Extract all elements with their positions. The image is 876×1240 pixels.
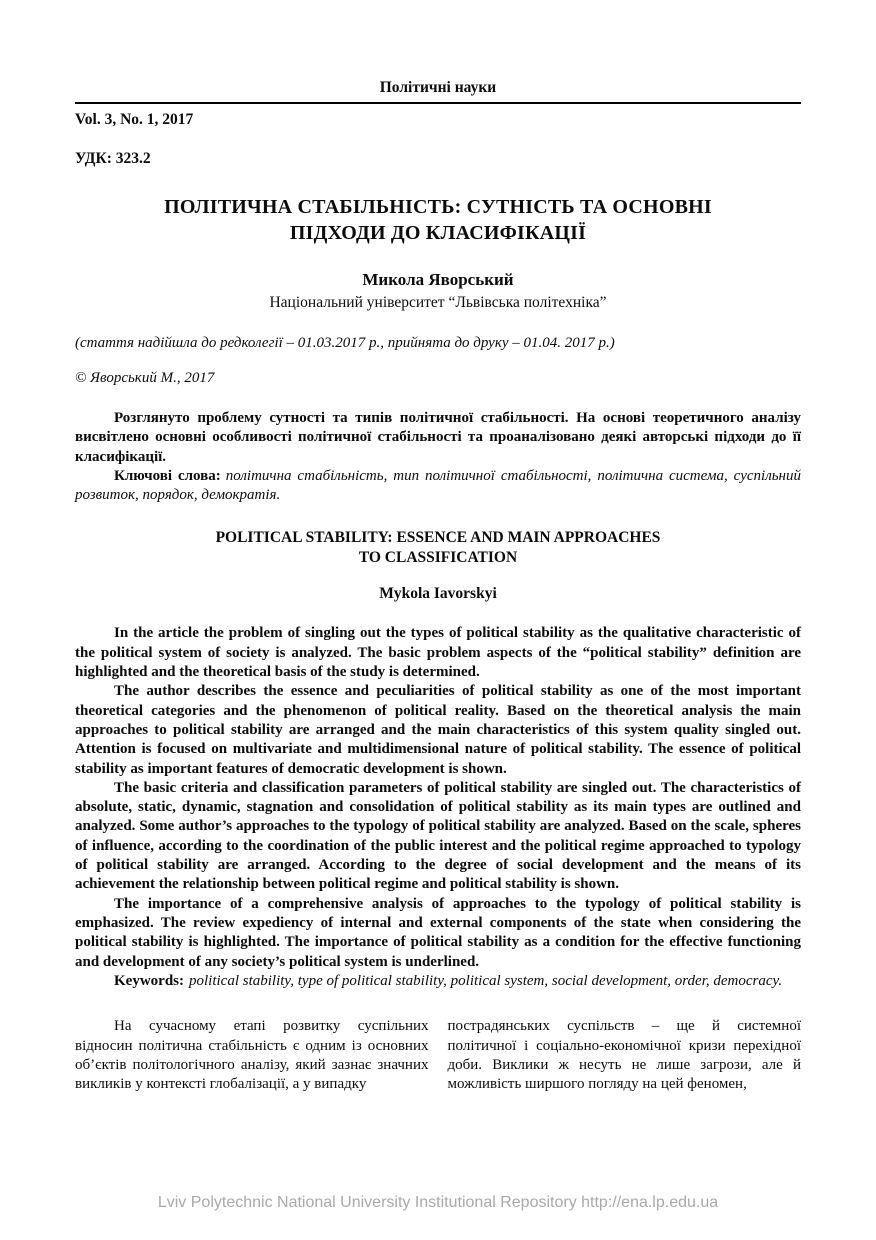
- affiliation: Національний університет “Львівська політехніка”: [269, 294, 607, 311]
- abstract-en-p4: The importance of a comprehensive analysis of approaches to the typology of political stability is emphasized. The review expediency of internal and external components of the state when considering the political stability is highlighted. The importance of political stability as a condition for the effective functioning and development of any society’s political system is underlined.: [75, 895, 801, 970]
- running-head: Політичні науки: [379, 79, 497, 96]
- copyright-line: © Яворський М., 2017: [75, 370, 215, 386]
- article-title-uk: [75, 194, 801, 246]
- author-name-uk: Микола Яворський: [362, 270, 514, 289]
- keywords-uk: [75, 467, 801, 506]
- volume-line: Vol. 3, No. 1, 2017: [75, 111, 194, 128]
- body-column-right: [448, 1017, 802, 1095]
- body-column-left: [75, 1017, 429, 1095]
- abstract-en-p1: In the article the problem of singling out the types of political stability as the qualitative characteristic of the political system of society is analyzed. The basic problem aspects of the “political stability” definition are highlighted and the theoretical basis of the study is determined.: [75, 625, 801, 681]
- header-rule: [75, 102, 801, 104]
- keywords-en-label: Keywords:: [114, 972, 184, 989]
- article-title-en-line1: POLITICAL STABILITY: ESSENCE AND MAIN APPROACHES: [215, 529, 661, 547]
- abstract-uk: [75, 409, 801, 505]
- author-name-en: Mykola Iavorskyi: [379, 585, 497, 603]
- keywords-uk-label: Ключові слова:: [114, 467, 221, 484]
- abstract-uk-text: Розглянуто проблему сутності та типів політичної стабільності. На основі теоретичного аналізу висвітлено основні особливості політичної стабільності та проаналізовано деякі авторські підходи до її класифікації.: [75, 410, 801, 465]
- body-column-right-text: пострадянських суспільств – ще й системної політичної і соціально-економічної кризи перехідної доби. Виклики ж несуть не лише загрози, але й можливість ширшого погляду на цей феномен,: [447, 1018, 801, 1093]
- article-title-uk-line2: ПІДХОДИ ДО КЛАСИФІКАЦІЇ: [289, 222, 587, 244]
- keywords-en: [75, 972, 801, 991]
- udc-line: УДК: 323.2: [75, 150, 151, 167]
- repository-footer: Lviv Polytechnic National University Institutional Repository http://ena.lp.edu.ua: [157, 1194, 719, 1211]
- abstract-en-p2: The author describes the essence and peculiarities of political stability as one of the most important theoretical categories and the phenomenon of political reality. Based on the theoretical analysis the main approaches to political stability are arranged and the main characteristics of this system quality singled out. Attention is focused on multivariate and multidimensional nature of political stability. The essence of political stability as important features of democratic development is shown.: [75, 683, 801, 777]
- article-page: [75, 0, 801, 1095]
- article-title-uk-line1: ПОЛІТИЧНА СТАБІЛЬНІСТЬ: СУТНІСТЬ ТА ОСНОВНІ: [164, 196, 712, 218]
- received-dates: (стаття надійшла до редколегії – 01.03.2017 р., прийнята до друку – 01.04. 2017 р.): [75, 335, 615, 351]
- article-title-en: [75, 528, 801, 568]
- body-column-left-text: На сучасному етапі розвитку суспільних відносин політична стабільність є одним із основних об’єктів політологічного аналізу, який зазнає значних викликів у контексті глобалізації, а у випадку: [75, 1018, 429, 1093]
- abstract-en-p3: The basic criteria and classification parameters of political stability are singled out. The characteristics of absolute, static, dynamic, stagnation and consolidation of political stability as its main types are outlined and analyzed. Some author’s approaches to the typology of political stability are analyzed. Based on the scale, spheres of influence, according to the coordination of the public interest and the political regime approached to typology of political stability are arranged. According to the degree of social development and the means of its achievement the relationship between political regime and political stability is shown.: [75, 779, 801, 893]
- body-columns: [75, 1017, 801, 1095]
- abstract-en: [75, 624, 801, 991]
- article-title-en-line2: TO CLASSIFICATION: [358, 549, 518, 567]
- keywords-en-text: political stability, type of political stability, political system, social development, order, democracy.: [189, 972, 783, 989]
- keywords-uk-text: політична стабільність, тип політичної стабільності, політична система, суспільний розвиток, порядок, демократія.: [75, 467, 802, 504]
